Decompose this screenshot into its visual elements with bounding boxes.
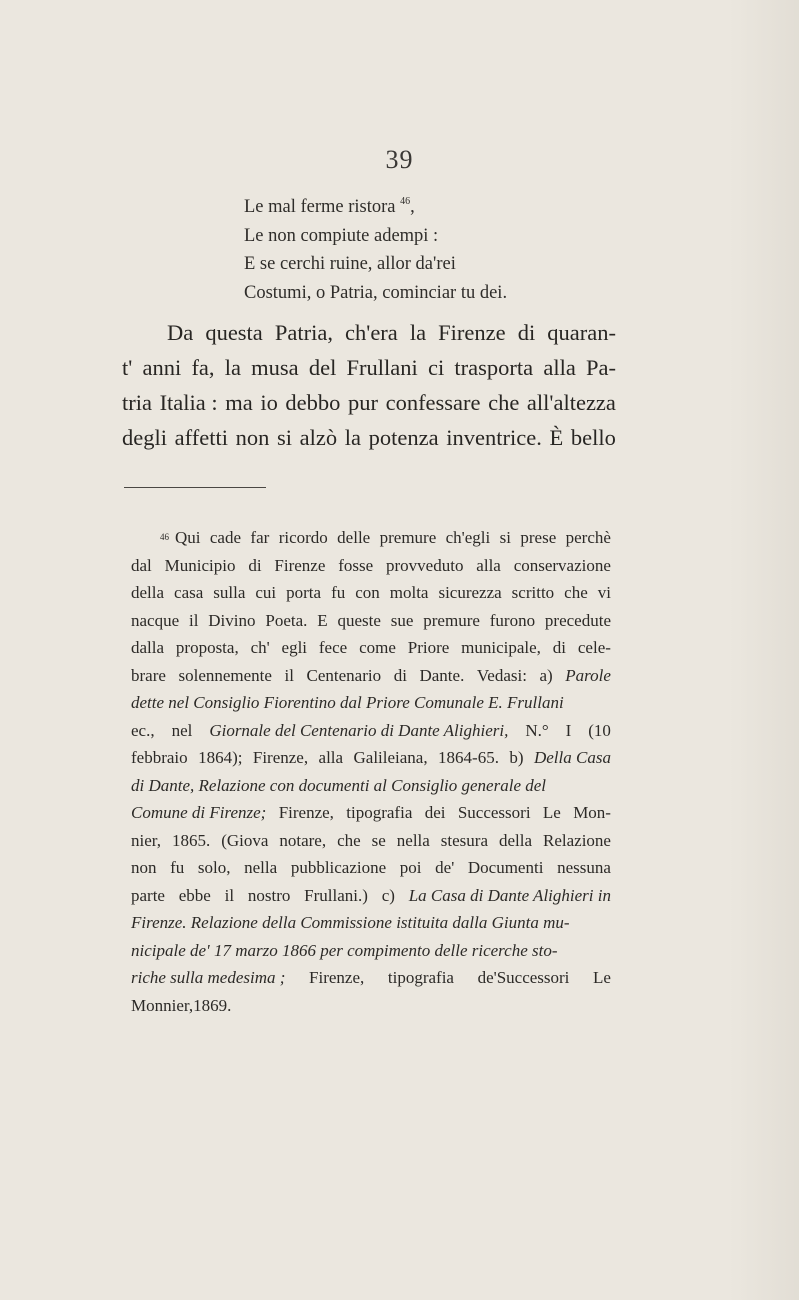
verse-stanza <box>244 188 664 307</box>
paragraph-word: musa <box>251 355 299 380</box>
paragraph-word: affetti <box>174 425 228 450</box>
paragraph-word: potenza <box>368 425 439 450</box>
paragraph-word: Firenze <box>438 320 506 345</box>
paragraph-word: pur <box>348 390 378 415</box>
paragraph-word: ci <box>427 355 445 380</box>
footnote-line: 46 Qui cade far ricordo delle premure ch'egli si prese perchè <box>131 524 611 552</box>
paragraph-word: È <box>549 425 564 450</box>
paragraph-word: alla <box>543 355 576 380</box>
verse-line: Le non compiute adempi : <box>244 225 439 246</box>
footnote-line: nicipale de' 17 marzo 1866 per compimento delle ricerche sto- <box>131 940 558 960</box>
footnote-line: dalla proposta, ch' egli fece come Priore municipale, di cele- <box>131 638 611 657</box>
paragraph-word: tria <box>122 390 152 415</box>
footnote-line: Monnier, 1869. <box>131 995 232 1015</box>
paragraph-word: Pa- <box>586 355 616 380</box>
footnote-line: dal Municipio di Firenze fosse provveduto alla conservazione <box>131 555 611 575</box>
paragraph-word: debbo <box>285 390 341 415</box>
paragraph-word: questa <box>205 320 263 345</box>
paragraph-word: quaran- <box>547 320 616 345</box>
paragraph-word: la <box>344 425 362 450</box>
paragraph-word: Patria, <box>274 320 333 345</box>
page-edge-shadow <box>729 0 799 1300</box>
paragraph-line <box>122 420 616 455</box>
footnote-line: non fu solo, nella pubblicazione poi de' Documenti nessuna <box>131 858 611 877</box>
footnote-line: Firenze. Relazione della Commissione istituita dalla Giunta mu- <box>131 913 570 932</box>
paragraph-word: si <box>276 425 292 450</box>
paragraph-word: io <box>260 390 278 415</box>
paragraph-line <box>122 315 616 350</box>
footnote-line: nacque il Divino Poeta. E queste sue premure furono precedute <box>131 610 611 630</box>
paragraph-word: la <box>224 355 241 380</box>
paragraph-word: Da <box>167 320 194 345</box>
footnote-separator <box>124 487 266 488</box>
paragraph-word: alzò <box>299 425 338 450</box>
footnote-line: di Dante, Relazione con documenti al Consiglio generale del <box>131 775 547 795</box>
paragraph-word: Italia : <box>159 390 218 415</box>
verse-line: E se cerchi ruine, allor da'rei <box>244 254 456 274</box>
paragraph-word: all'altezza <box>526 390 616 415</box>
paragraph-word: che <box>488 390 520 415</box>
paragraph-word: degli <box>122 425 167 450</box>
paragraph-word: non <box>235 425 270 450</box>
verse-line: Le mal ferme ristora $^{46}$, <box>244 196 415 217</box>
paragraph-word: ch'era <box>345 320 398 345</box>
paragraph-word: Frullani <box>346 355 418 380</box>
paragraph-word: inventrice. <box>446 425 542 450</box>
footnote-line: ec., nel Giornale del Centenario di Dante Alighieri, N.° I (10 <box>131 720 611 740</box>
paragraph-word: fa, <box>191 355 215 380</box>
paragraph-line <box>122 350 616 385</box>
footnote-line: brare solennemente il Centenario di Dante. Vedasi: a) Parole <box>131 665 611 685</box>
paragraph-word: trasporta <box>454 355 534 380</box>
paragraph-word: anni <box>142 355 182 380</box>
paragraph-word: t' <box>122 355 133 380</box>
footnote <box>131 524 611 1019</box>
page-number: 39 <box>385 145 414 174</box>
paragraph-word: del <box>308 355 337 380</box>
footnote-number: 46 <box>160 532 169 542</box>
verse-line: Costumi, o Patria, cominciar tu dei. <box>244 282 508 303</box>
footnote-line: della casa sulla cui porta fu con molta sicurezza scritto che vi <box>131 583 611 602</box>
paragraph-word: ma <box>225 390 253 415</box>
paragraph-word: di <box>517 320 536 345</box>
body-paragraph <box>122 315 616 455</box>
footnote-line: riche sulla medesima ; Firenze, tipografia de'Successori Le <box>131 968 611 987</box>
footnote-line: febbraio 1864); Firenze, alla Galileiana, 1864-65. b) Della Casa <box>131 748 611 767</box>
footnote-line: dette nel Consiglio Fiorentino dal Priore Comunale E. Frullani <box>131 693 564 712</box>
footnote-line: Comune di Firenze; Firenze, tipografia dei Successori Le Mon- <box>131 803 611 822</box>
paragraph-line <box>122 385 616 420</box>
paragraph-word: confessare <box>385 390 481 415</box>
footnote-line: parte ebbe il nostro Frullani.) c) La Casa di Dante Alighieri in <box>131 885 611 905</box>
paragraph-word: bello <box>570 425 616 450</box>
footnote-reference: 46 <box>400 196 411 207</box>
footnote-line: nier, 1865. (Giova notare, che se nella stesura della Relazione <box>131 830 611 850</box>
paragraph-word: la <box>409 320 427 345</box>
